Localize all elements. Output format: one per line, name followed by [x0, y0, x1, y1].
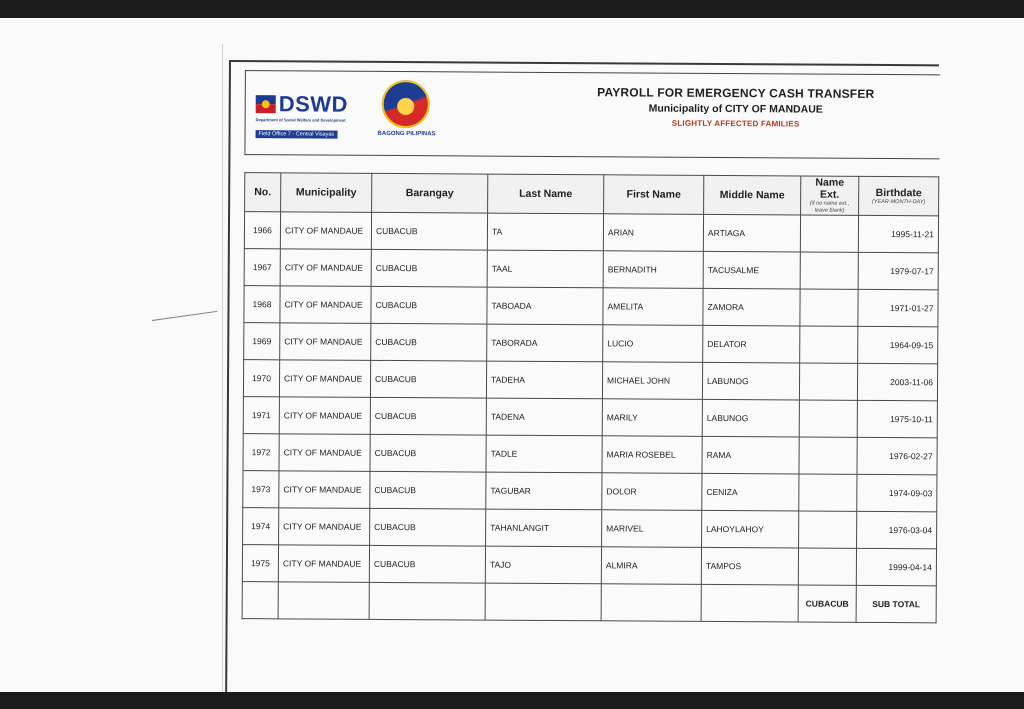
cell-barangay: CUBACUB — [371, 249, 487, 287]
cell-last-name: TABORADA — [487, 324, 603, 362]
cell-municipality: CITY OF MANDAUE — [280, 212, 371, 250]
table-row — [243, 360, 937, 401]
cell-middle-name: TACUSALME — [703, 251, 800, 289]
cell-middle-name: TAMPOS — [701, 547, 798, 585]
cell-municipality: CITY OF MANDAUE — [279, 471, 370, 509]
cell-birthdate: 1971-01-27 — [858, 289, 938, 326]
cell-name-ext — [800, 326, 858, 363]
cell-birthdate: 1976-03-04 — [857, 511, 937, 548]
cell-birthdate: 1974-09-03 — [857, 474, 937, 511]
cell-middle-name: CENIZA — [702, 473, 799, 511]
bagong-pilipinas-text: BAGONG PILIPINAS — [377, 130, 436, 138]
table-row — [244, 249, 938, 290]
cell-birthdate: 1975-10-11 — [857, 400, 937, 437]
cell-middle-name: LABUNOG — [702, 399, 799, 437]
cell-municipality: CITY OF MANDAUE — [279, 397, 370, 435]
col-header-barangay: Barangay — [372, 173, 488, 213]
cell-barangay: CUBACUB — [369, 545, 485, 583]
col-header-name-ext — [801, 176, 859, 215]
cell-last-name: TA — [487, 213, 603, 251]
cell-barangay: CUBACUB — [371, 286, 487, 324]
cell-last-name: TABOADA — [487, 287, 603, 325]
name-ext-note: (if no name ext., leave blank) — [809, 200, 850, 214]
cell-barangay: CUBACUB — [370, 471, 486, 509]
category-label: SLIGHTLY AFFECTED FAMILIES — [671, 118, 800, 129]
cell-first-name: MARILY — [602, 399, 702, 437]
subtotal-empty-cell — [278, 582, 369, 620]
cell-name-ext — [799, 511, 857, 548]
cell-name-ext — [799, 363, 857, 400]
cell-no: 1969 — [244, 323, 280, 360]
col-header-birthdate — [859, 176, 939, 215]
cell-birthdate: 1976-02-27 — [857, 437, 937, 474]
cell-barangay: CUBACUB — [370, 508, 486, 546]
subtotal-empty-cell — [242, 582, 278, 619]
dswd-logo-subtitle: Department of Social Welfare and Development — [255, 117, 346, 123]
cell-no: 1973 — [243, 471, 279, 508]
subtotal-empty-cell — [601, 584, 701, 622]
table-row — [243, 397, 937, 438]
birthdate-note: (YEAR-MONTH-DAY) — [871, 198, 926, 205]
cell-birthdate: 1964-09-15 — [858, 326, 938, 363]
cell-last-name: TAAL — [487, 250, 603, 288]
cell-municipality: CITY OF MANDAUE — [278, 545, 369, 583]
table-row — [244, 286, 938, 327]
cell-last-name: TADEHA — [486, 361, 602, 399]
cell-no: 1972 — [243, 434, 279, 471]
cell-first-name: MICHAEL JOHN — [602, 362, 702, 400]
cell-municipality: CITY OF MANDAUE — [279, 508, 370, 546]
cell-name-ext — [799, 474, 857, 511]
dswd-logo — [256, 93, 366, 141]
subtotal-empty-cell — [369, 582, 485, 620]
scanned-page — [0, 18, 1024, 692]
cell-name-ext — [799, 400, 857, 437]
cell-no: 1968 — [244, 286, 280, 323]
cell-no: 1966 — [244, 212, 280, 249]
cell-municipality: CITY OF MANDAUE — [279, 360, 370, 398]
cell-no: 1967 — [244, 249, 280, 286]
cell-name-ext — [800, 252, 858, 289]
cell-name-ext — [799, 437, 857, 474]
bagong-pilipinas-seal-icon — [382, 80, 430, 128]
dswd-flag-icon — [256, 95, 276, 113]
cell-birthdate: 2003-11-06 — [857, 363, 937, 400]
subtotal-barangay: CUBACUB — [798, 585, 856, 622]
bottom-black-border — [0, 692, 1024, 709]
cell-last-name: TADLE — [486, 435, 602, 473]
cell-middle-name: LABUNOG — [702, 362, 799, 400]
table-header-row — [245, 173, 939, 216]
subtotal-row — [242, 582, 936, 623]
birthdate-label: Birthdate — [875, 186, 922, 199]
cell-municipality: CITY OF MANDAUE — [280, 323, 371, 361]
cell-middle-name: RAMA — [702, 436, 799, 474]
cell-last-name: TADENA — [486, 398, 602, 436]
cell-barangay: CUBACUB — [370, 397, 486, 435]
cell-barangay: CUBACUB — [371, 212, 487, 250]
cell-barangay: CUBACUB — [370, 360, 486, 398]
cell-birthdate: 1999-04-14 — [856, 548, 936, 585]
cell-no: 1974 — [243, 508, 279, 545]
cell-first-name: LUCIO — [603, 325, 703, 363]
cell-municipality: CITY OF MANDAUE — [280, 249, 371, 287]
table-row — [243, 508, 937, 549]
col-header-municipality: Municipality — [281, 173, 372, 213]
cell-middle-name: LAHOYLAHOY — [702, 510, 799, 548]
payroll-table — [242, 172, 940, 623]
cell-barangay: CUBACUB — [370, 434, 486, 472]
cell-middle-name: ZAMORA — [703, 288, 800, 326]
top-black-border — [0, 0, 1024, 18]
table-row — [243, 434, 937, 475]
cell-first-name: MARIVEL — [602, 510, 702, 548]
cell-name-ext — [798, 548, 856, 585]
municipality-line: Municipality of CITY OF MANDAUE — [648, 102, 823, 116]
bagong-pilipinas-logo — [378, 80, 434, 137]
col-header-first-name: First Name — [604, 175, 704, 215]
cell-birthdate: 1995-11-21 — [858, 215, 938, 252]
table-row — [242, 545, 936, 586]
subtotal-empty-cell — [485, 583, 601, 621]
cell-no: 1971 — [243, 397, 279, 434]
name-ext-label: Name Ext. — [815, 176, 845, 201]
cell-first-name: DOLOR — [602, 473, 702, 511]
cell-last-name: TAHANLANGIT — [486, 509, 602, 547]
col-header-no: No. — [245, 173, 281, 212]
cell-no: 1970 — [243, 360, 279, 397]
col-header-last-name: Last Name — [488, 174, 604, 214]
cell-first-name: BERNADITH — [603, 251, 703, 289]
stray-pen-mark — [152, 311, 217, 321]
table-row — [244, 212, 938, 253]
cell-middle-name: ARTIAGA — [703, 214, 800, 252]
cell-municipality: CITY OF MANDAUE — [279, 434, 370, 472]
subtotal-label: SUB TOTAL — [856, 585, 936, 622]
payroll-title: PAYROLL FOR EMERGENCY CASH TRANSFER — [597, 85, 875, 101]
subtotal-empty-cell — [701, 584, 798, 622]
cell-last-name: TAGUBAR — [486, 472, 602, 510]
cell-middle-name: DELATOR — [703, 325, 800, 363]
table-row — [244, 323, 938, 364]
cell-no: 1975 — [242, 545, 278, 582]
dswd-field-office: Field Office 7 - Central Visayas — [256, 130, 338, 138]
cell-first-name: MARIA ROSEBEL — [602, 436, 702, 474]
payroll-form — [225, 60, 939, 706]
cell-municipality: CITY OF MANDAUE — [280, 286, 371, 324]
cell-first-name: ARIAN — [603, 214, 703, 252]
dswd-logo-text: DSWD — [278, 91, 349, 117]
form-header — [244, 70, 940, 159]
table-row — [243, 471, 937, 512]
col-header-middle-name: Middle Name — [704, 175, 801, 215]
title-block — [586, 85, 886, 129]
cell-last-name: TAJO — [485, 546, 601, 584]
cell-barangay: CUBACUB — [371, 323, 487, 361]
cell-first-name: ALMIRA — [601, 547, 701, 585]
cell-first-name: AMELITA — [603, 288, 703, 326]
cell-name-ext — [800, 289, 858, 326]
cell-birthdate: 1979-07-17 — [858, 252, 938, 289]
cell-name-ext — [800, 215, 858, 252]
page-fold-line — [222, 44, 223, 694]
